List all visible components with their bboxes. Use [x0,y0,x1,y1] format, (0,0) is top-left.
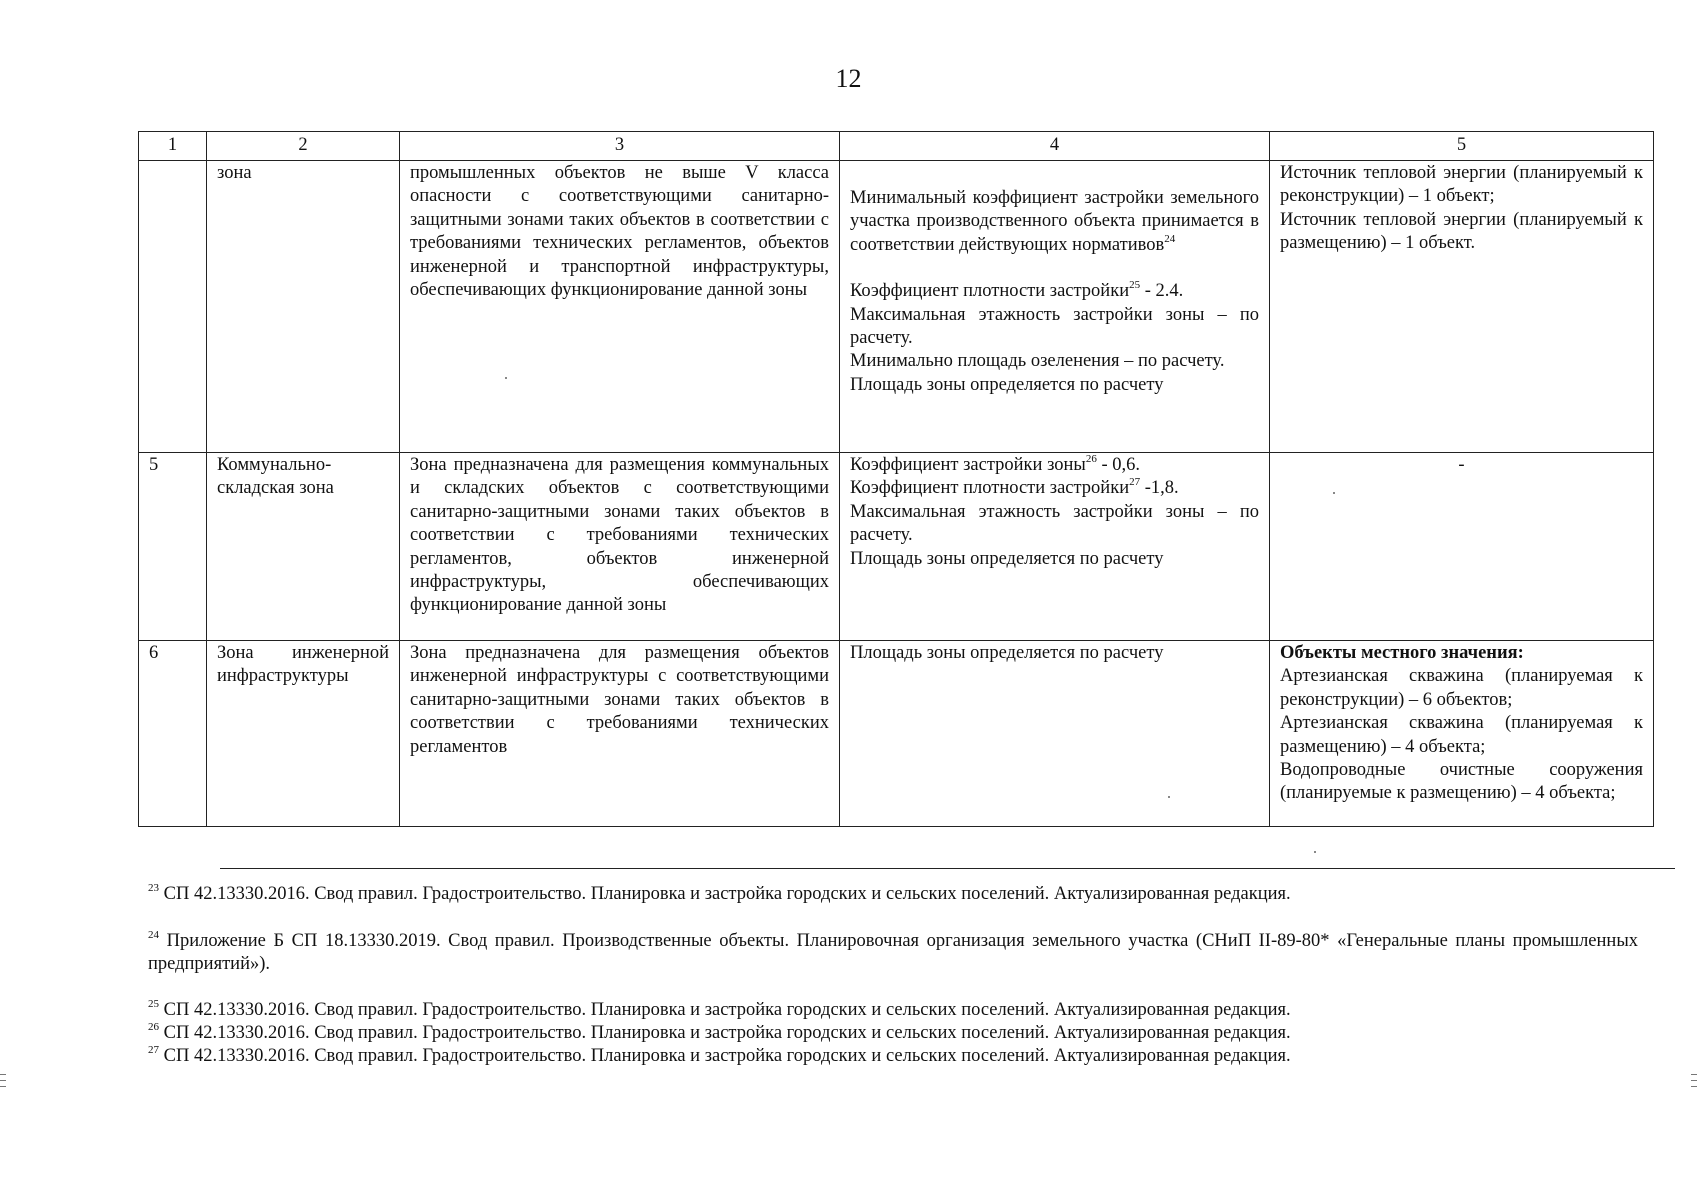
params-zone-area: Площадь зоны определяется по расчету [850,374,1164,395]
footnote-mark: 23 [148,881,159,894]
zone-objects-cell [1270,641,1654,827]
object-artesian-well-new: Артезианская скважина (планируемая к размещению) – 4 объекта; [1280,713,1643,757]
params-building-coefficient: Коэффициент застройки зоны$^{26}$ - 0,6. [850,452,1141,475]
params-zone-area: Площадь зоны определяется по расчету [850,548,1164,569]
scan-margin-mark [0,1086,6,1087]
table-row-continued [139,161,1654,453]
footnote-23 [148,883,1638,906]
footnote-mark: 26 [148,1020,159,1033]
footnote-text: Приложение Б СП 18.13330.2019. Свод правил. Производственные объекты. Планировочная организация земельного участка (СНиП II-89-80* «Генеральные планы промышленных предприятий»). [148,931,1638,974]
zone-purpose-cell: Зона предназначена для размещения коммунальных и складских объектов с соответствующими санитарно-защитными зонами таких объектов в соответствии с требованиями технических регламентов, объектов инженерной инфраструктуры, обеспечивающих функционирование данной зоны [400,453,840,641]
footnote-25 [148,999,1638,1022]
zone-number-cell [139,161,207,453]
zone-objects-cell [1270,161,1654,453]
scan-margin-mark [1691,1080,1697,1081]
zone-number-cell: 6 [139,641,207,827]
footnote-text: СП 42.13330.2016. Свод правил. Градостроительство. Планировка и застройка городских и сельских поселений. Актуализированная редакция. [159,1046,1291,1066]
object-water-treatment-new: Водопроводные очистные сооружения (планируемые к размещению) – 4 объекта; [1280,760,1643,804]
footnote-ref-26: 26 [1085,452,1097,465]
footnote-text: СП 42.13330.2016. Свод правил. Градостроительство. Планировка и застройка городских и сельских поселений. Актуализированная редакция. [159,1023,1291,1043]
params-density-coefficient: Коэффициент плотности застройки$^{25}$ - 2.4. [850,279,1184,302]
scan-margin-mark [0,1074,6,1075]
footnote-mark: 25 [148,997,159,1010]
params-max-floors: Максимальная этажность застройки зоны – по расчету. [850,304,1259,349]
object-heat-source-reconstruction: Источник тепловой энергии (планируемый к реконструкции) – 1 объект; [1280,163,1643,207]
zone-name-cell: Коммунально-складская зона [207,453,400,641]
footnote-mark: 24 [148,928,159,941]
footnote-27 [148,1045,1638,1068]
footnote-ref-27: 27 [1129,476,1141,489]
table-row-5 [139,453,1654,641]
footnote-text: СП 42.13330.2016. Свод правил. Градостроительство. Планировка и застройка городских и сельских поселений. Актуализированная редакция. [159,884,1291,904]
params-density-coefficient: Коэффициент плотности застройки$^{27}$ -1,8. [850,476,1179,499]
params-building-coefficient: Минимальный коэффициент застройки земельного участка производственного объекта принимается в соответствии действующих нормативов$^{24}$ [850,188,1259,255]
table-header-row [139,132,1654,161]
zone-objects-cell: - [1270,453,1654,641]
zone-params-cell: Площадь зоны определяется по расчету [840,641,1270,827]
zone-purpose-cell: Зона предназначена для размещения объектов инженерной инфраструктуры с соответствующими санитарно-защитными зонами таких объектов в соответствии с требованиями технических регламентов [400,641,840,827]
zones-table [138,131,1654,827]
column-header-5: 5 [1270,132,1654,161]
object-artesian-well-reconstruction: Артезианская скважина (планируемая к реконструкции) – 6 объектов; [1280,666,1643,710]
footnotes [148,883,1638,1068]
object-heat-source-new: Источник тепловой энергии (планируемый к размещению) – 1 объект. [1280,209,1643,254]
footnote-ref-24: 24 [1164,232,1176,245]
params-min-greenery: Минимально площадь озеленения – по расчету. [850,351,1225,372]
zone-params-cell [840,453,1270,641]
column-header-1: 1 [139,132,207,161]
params-max-floors: Максимальная этажность застройки зоны – по расчету. [850,501,1259,546]
column-header-2: 2 [207,132,400,161]
local-objects-heading: Объекты местного значения: [1280,643,1524,663]
footnote-26 [148,1022,1638,1045]
scan-speck [1314,851,1316,853]
scan-margin-mark [1691,1074,1697,1075]
scan-speck [1333,492,1335,494]
scan-speck [505,377,507,379]
footnote-text: СП 42.13330.2016. Свод правил. Градостроительство. Планировка и застройка городских и сельских поселений. Актуализированная редакция. [159,1000,1291,1020]
zone-params-cell [840,161,1270,453]
zone-number-cell: 5 [139,453,207,641]
zone-name-cell: Зона инженерной инфраструктуры [207,641,400,827]
scan-margin-mark [1691,1086,1697,1087]
footnote-mark: 27 [148,1043,159,1056]
footnote-ref-25: 25 [1129,279,1141,292]
column-header-3: 3 [400,132,840,161]
footnote-24 [148,930,1638,976]
table-row-6 [139,641,1654,827]
scan-margin-mark [0,1080,6,1081]
zone-name-cell: зона [207,161,400,453]
scan-speck [1168,796,1170,798]
footnote-divider [220,868,1675,869]
column-header-4: 4 [840,132,1270,161]
page-number: 12 [835,64,862,93]
zone-purpose-cell: промышленных объектов не выше V класса опасности с соответствующими санитарно-защитными зонами таких объектов в соответствии с требованиями технических регламентов, объектов инженерной и транспортной инфраструктуры, обеспечивающих функционирование данной зоны [400,161,840,453]
